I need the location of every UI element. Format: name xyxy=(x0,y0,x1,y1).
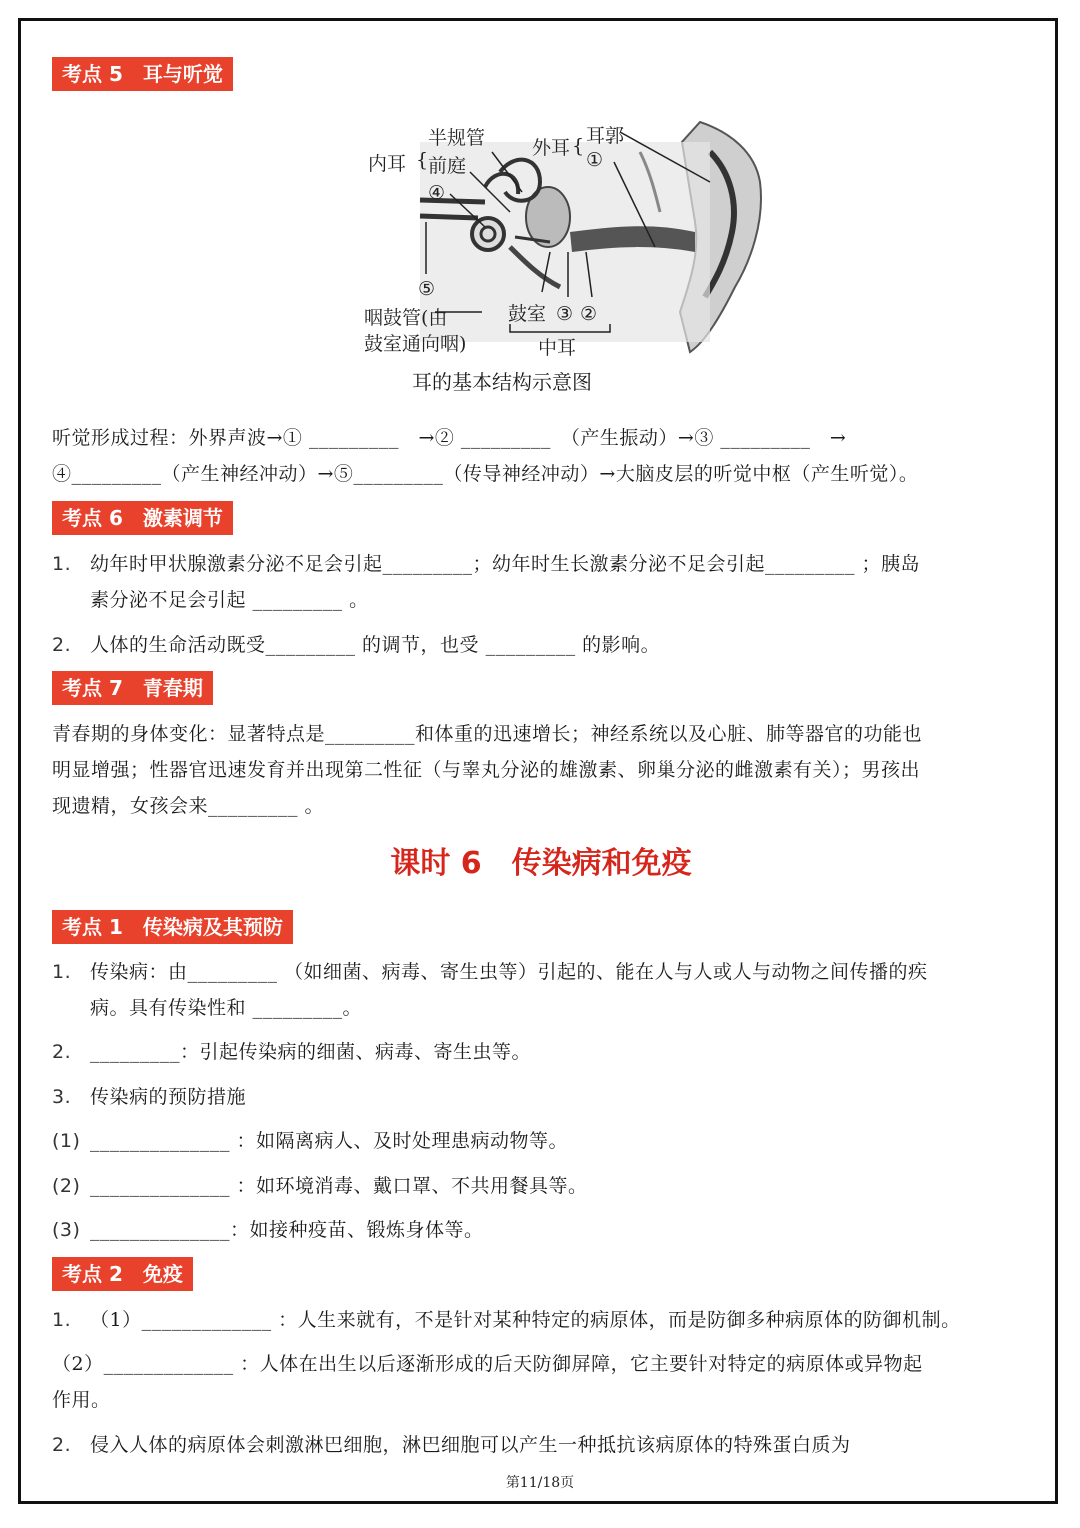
item-text: 幼年时甲状腺激素分泌不足会引起_________；幼年时生长激素分泌不足会引起_________ ；胰岛 xyxy=(90,553,921,575)
lesson-title: 课时 6 传染病和免疫 xyxy=(390,846,692,881)
immunity-item-2 xyxy=(52,1427,1030,1463)
immunity-item-1 xyxy=(52,1302,1030,1338)
label-circle-1: ① xyxy=(586,149,604,171)
item-text: 传染病：由_________ （如细菌、病毒、寄生虫等）引起的、能在人与人或人与动物之间传播的疾 xyxy=(90,961,928,983)
label-eustachian-tube-line2: 鼓室通向咽) xyxy=(364,333,467,355)
item-text: ______________ ：如环境消毒、戴口罩、不共用餐具等。 xyxy=(90,1175,588,1197)
label-circle-2: ② xyxy=(580,303,598,325)
immunity-item-1-cont: 作用。 xyxy=(52,1389,111,1411)
item-number: 2. xyxy=(52,1041,72,1063)
label-auricle: 耳郭 xyxy=(586,125,625,147)
item-number: (2) xyxy=(52,1175,81,1197)
section-tag-immunity: 考点 2 免疫 xyxy=(52,1257,193,1291)
section-tag-puberty: 考点 7 青春期 xyxy=(52,671,213,705)
label-circle-4: ④ xyxy=(428,182,446,204)
puberty-line3: 现遗精，女孩会来_________ 。 xyxy=(52,795,325,817)
item-number: (1) xyxy=(52,1130,81,1152)
label-outer-ear: 外耳 xyxy=(532,137,571,159)
ear-structure-diagram xyxy=(310,112,770,362)
item-number: 2. xyxy=(52,634,72,656)
label-inner-ear: 内耳 xyxy=(368,153,407,175)
label-middle-ear: 中耳 xyxy=(538,337,577,359)
item-number: 3. xyxy=(52,1086,72,1108)
label-circle-5: ⑤ xyxy=(418,278,436,300)
item-number: 2. xyxy=(52,1434,72,1456)
item-text: _________：引起传染病的细菌、病毒、寄生虫等。 xyxy=(90,1041,532,1063)
section-tag-ear-hearing: 考点 5 耳与听觉 xyxy=(52,57,233,91)
hearing-process-line1: 听觉形成过程：外界声波→① _________ →② _________ （产生振动）→③ _________ → xyxy=(52,427,847,449)
label-vestibule: 前庭 xyxy=(428,155,467,177)
label-semicircular-canals: 半规管 xyxy=(428,127,486,149)
disease-item-2 xyxy=(52,1034,1030,1070)
item-number: 1. xyxy=(52,1309,72,1331)
section-tag-infectious-disease: 考点 1 传染病及其预防 xyxy=(52,910,293,944)
item-text: ______________：如接种疫苗、锻炼身体等。 xyxy=(90,1219,484,1241)
hearing-process-line2: ④_________（产生神经冲动）→⑤_________（传导神经冲动）→大脑皮层的听觉中枢（产生听觉）。 xyxy=(52,463,919,485)
hormone-item-1-cont: 素分泌不足会引起 _________ 。 xyxy=(90,589,369,611)
section-tag-hormone: 考点 6 激素调节 xyxy=(52,501,233,535)
immunity-item-1-part2: （2）_____________ ：人体在出生以后逐渐形成的后天防御屏障，它主要针对特定的病原体或异物起 xyxy=(52,1353,923,1375)
puberty-line1: 青春期的身体变化：显著特点是_________和体重的迅速增长；神经系统以及心脏、肺等器官的功能也 xyxy=(52,723,923,745)
item-text: 传染病的预防措施 xyxy=(90,1086,247,1108)
item-number: 1. xyxy=(52,961,72,983)
item-text: 人体的生命活动既受_________ 的调节，也受 _________ 的影响。 xyxy=(90,634,661,656)
disease-item-3 xyxy=(52,1079,1030,1115)
item-text: （1）_____________ ：人生来就有，不是针对某种特定的病原体，而是防御多种病原体的防御机制。 xyxy=(90,1309,961,1331)
diagram-caption: 耳的基本结构示意图 xyxy=(412,370,592,394)
item-number: (3) xyxy=(52,1219,81,1241)
prevention-measure-1 xyxy=(52,1123,1030,1159)
item-text: 侵入人体的病原体会刺激淋巴细胞，淋巴细胞可以产生一种抵抗该病原体的特殊蛋白质为 xyxy=(90,1434,851,1456)
disease-item-1 xyxy=(52,954,1030,990)
disease-item-1-cont: 病。具有传染性和 _________。 xyxy=(90,997,363,1019)
page-number: 第11/18页 xyxy=(505,1475,575,1491)
label-tympanic-cavity: 鼓室 xyxy=(508,303,547,325)
hormone-item-1 xyxy=(52,546,1030,582)
label-outer-ear-brace: { xyxy=(572,135,585,157)
label-circle-3: ③ xyxy=(556,303,574,325)
label-eustachian-tube-line1: 咽鼓管(由 xyxy=(364,307,448,329)
hormone-item-2 xyxy=(52,627,1030,663)
item-number: 1. xyxy=(52,553,72,575)
item-text: ______________ ：如隔离病人、及时处理患病动物等。 xyxy=(90,1130,569,1152)
label-inner-ear-brace: { xyxy=(416,149,429,171)
prevention-measure-2 xyxy=(52,1168,1030,1204)
puberty-line2: 明显增强；性器官迅速发育并出现第二性征（与睾丸分泌的雄激素、卵巢分泌的雌激素有关）；男孩出 xyxy=(52,759,921,781)
prevention-measure-3 xyxy=(52,1212,1030,1248)
